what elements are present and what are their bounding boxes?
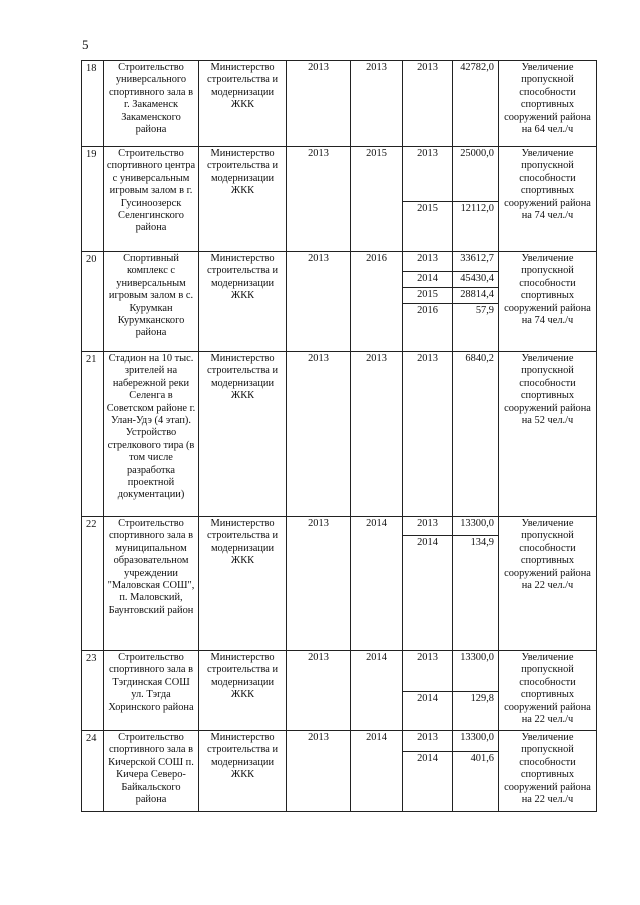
executor: Министерство строительства и модернизации ЖКК	[199, 517, 287, 651]
funding-amount: 13300,0	[453, 651, 499, 692]
table-row	[82, 61, 597, 147]
executor: Министерство строительства и модернизации ЖКК	[199, 352, 287, 517]
table-row	[82, 651, 597, 692]
expected-result: Увеличение пропускной способности спортивных сооружений района на 22 чел./ч	[499, 517, 597, 651]
executor: Министерство строительства и модернизации ЖКК	[199, 61, 287, 147]
funding-amount: 33612,7	[453, 252, 499, 272]
row-number: 21	[82, 352, 104, 517]
page-number: 5	[82, 37, 89, 52]
start-year: 2013	[287, 352, 351, 517]
start-year: 2013	[287, 651, 351, 731]
funding-amount: 12112,0	[453, 202, 499, 252]
end-year: 2014	[351, 651, 403, 731]
start-year: 2013	[287, 517, 351, 651]
funding-year: 2014	[403, 536, 453, 651]
row-number: 24	[82, 731, 104, 812]
row-number: 20	[82, 252, 104, 352]
funding-amount: 401,6	[453, 752, 499, 812]
funding-year: 2014	[403, 272, 453, 288]
object-name: Стадион на 10 тыс. зрителей на набережной реки Селенга в Советском районе г. Улан-Удэ (4 этап). Устройство стрелкового тира (в том числе разработка проектной документации)	[104, 352, 199, 517]
funding-amount: 45430,4	[453, 272, 499, 288]
expected-result: Увеличение пропускной способности спортивных сооружений района на 22 чел./ч	[499, 731, 597, 812]
object-name: Спортивный комплекс с универсальным игровым залом в с. Курумкан Курумканского района	[104, 252, 199, 352]
funding-amount: 134,9	[453, 536, 499, 651]
executor: Министерство строительства и модернизации ЖКК	[199, 252, 287, 352]
object-name: Строительство спортивного центра с универсальным игровым залом в г. Гусиноозерск Селенгинского района	[104, 147, 199, 252]
table-body	[82, 61, 597, 812]
funding-year: 2013	[403, 517, 453, 536]
row-number: 18	[82, 61, 104, 147]
table-row	[82, 731, 597, 752]
object-name: Строительство спортивного зала в муниципальном образовательном учреждении "Маловская СОШ", п. Маловский, Баунтовский район	[104, 517, 199, 651]
funding-amount: 57,9	[453, 304, 499, 352]
start-year: 2013	[287, 252, 351, 352]
funding-year: 2014	[403, 692, 453, 731]
row-number: 22	[82, 517, 104, 651]
expected-result: Увеличение пропускной способности спортивных сооружений района на 22 чел./ч	[499, 651, 597, 731]
table-row	[82, 252, 597, 272]
end-year: 2014	[351, 731, 403, 812]
funding-year: 2013	[403, 252, 453, 272]
row-number: 19	[82, 147, 104, 252]
table-row	[82, 352, 597, 517]
funding-year: 2016	[403, 304, 453, 352]
funding-year: 2015	[403, 288, 453, 304]
funding-amount: 25000,0	[453, 147, 499, 202]
end-year: 2013	[351, 61, 403, 147]
object-name: Строительство спортивного зала в Тэгдинская СОШ ул. Тэгда Хоринского района	[104, 651, 199, 731]
executor: Министерство строительства и модернизации ЖКК	[199, 147, 287, 252]
start-year: 2013	[287, 731, 351, 812]
funding-year: 2014	[403, 752, 453, 812]
funding-amount: 42782,0	[453, 61, 499, 147]
table-row	[82, 517, 597, 536]
start-year: 2013	[287, 147, 351, 252]
funding-year: 2013	[403, 651, 453, 692]
funding-amount: 6840,2	[453, 352, 499, 517]
executor: Министерство строительства и модернизации ЖКК	[199, 731, 287, 812]
funding-amount: 13300,0	[453, 731, 499, 752]
row-number: 23	[82, 651, 104, 731]
funding-year: 2013	[403, 352, 453, 517]
funding-year: 2015	[403, 202, 453, 252]
end-year: 2015	[351, 147, 403, 252]
table-row	[82, 147, 597, 202]
end-year: 2014	[351, 517, 403, 651]
funding-amount: 28814,4	[453, 288, 499, 304]
end-year: 2013	[351, 352, 403, 517]
funding-year: 2013	[403, 731, 453, 752]
expected-result: Увеличение пропускной способности спортивных сооружений района на 52 чел./ч	[499, 352, 597, 517]
program-table	[81, 60, 597, 812]
expected-result: Увеличение пропускной способности спортивных сооружений района на 74 чел./ч	[499, 252, 597, 352]
funding-year: 2013	[403, 61, 453, 147]
end-year: 2016	[351, 252, 403, 352]
object-name: Строительство универсального спортивного зала в г. Закаменск Закаменского района	[104, 61, 199, 147]
expected-result: Увеличение пропускной способности спортивных сооружений района на 64 чел./ч	[499, 61, 597, 147]
start-year: 2013	[287, 61, 351, 147]
funding-amount: 13300,0	[453, 517, 499, 536]
funding-amount: 129,8	[453, 692, 499, 731]
executor: Министерство строительства и модернизации ЖКК	[199, 651, 287, 731]
object-name: Строительство спортивного зала в Кичерской СОШ п. Кичера Северо-Байкальского района	[104, 731, 199, 812]
expected-result: Увеличение пропускной способности спортивных сооружений района на 74 чел./ч	[499, 147, 597, 252]
funding-year: 2013	[403, 147, 453, 202]
